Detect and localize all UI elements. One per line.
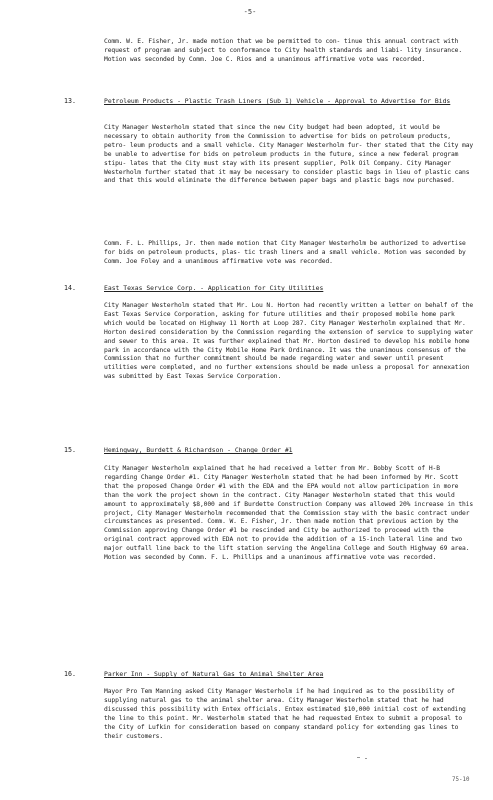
item-heading-14 (104, 284, 476, 293)
item-heading-16-text: Parker Inn - Supply of Natural Gas to Animal Shelter Area (104, 670, 324, 678)
item-heading-13-text: Petroleum Products - Plastic Trash Liners (Sub 1) Vehicle - Approval to Advertise for Bids (104, 97, 451, 105)
paragraph-petroleum-products: City Manager Westerholm stated that since the new City budget had been adopted, it would be necessary to obtain authority from the Commission to advertise for bids on petroleum products, petro- leum products and a small vehicle. City Manager Westerholm fur- ther stated that the City may be unable to advertise for bids on petroleum products in the future, since a new federal program stipu- lates that the City must stay with its present supplier, Polk Oil Company. City Manager Westerholm further stated that it may be necessary to consider plastic bags in lieu of plastic cans and that this would eliminate the difference between paper bags and plastic bags now purchased. (104, 124, 474, 185)
scan-speck (365, 758, 367, 759)
paragraph-east-texas-service: City Manager Westerholm stated that Mr. Lou N. Horton had recently written a letter on behalf of the East Texas Service Corporation, asking for future utilities and their proposed mobile home park which would be located on Highway 11 North at Loop 287. City Manager Westerholm explained that Mr. Horton desired consideration by the Commission regarding the extension of service to supplying water and sewer to this area. It was further explained that Mr. Horton desired to develop his mobile home park in accordance with the City Mobile Home Park Ordinance. It was the unanimous consensus of the Commission that no further commitment should be made regarding water and sewer until present utilities were completed, and no further extensions should be made unless a proposal for annexation was submitted by East Texas Service Corporation. (104, 302, 474, 381)
footer-code: 75-10 (452, 777, 470, 783)
paragraph-fisher-motion: Comm. W. E. Fisher, Jr. made motion that we be permitted to con- tinue this annual contract with request of program and subject to conformance to City health standards and liabi- lity insurance. Motion was seconded by Comm. Joe C. Rios and a unanimous affirmative vote was recorded. (104, 38, 463, 63)
item-number-15: 15. (64, 446, 76, 454)
paragraph-change-order: City Manager Westerholm explained that he had received a letter from Mr. Bobby Scott of H-B regarding Change Order #1. City Manager Westerholm stated that he had been informed by Mr. Scott that the proposed Change Order #1 with the EDA and the EPA would not allow participation in more than the work the project shown in the contract. City Manager Westerholm stated that this would amount to approximately $8,000 and if Burdette Construction Company was allowed 20% increase in this project, City Manager Westerholm recommended that the Commission stay with the basic contract under circumstances as presented. Comm. W. E. Fisher, Jr. then made motion that previous action by the Commission approving Change Order #1 be rescinded and City be authorized to proceed with the original contract approved with EDA not to provide the addition of a 15-inch lateral line and two major outfall line back to the lift station serving the Angelina College and South Highway 69 area. Motion was seconded by Comm. F. L. Phillips and a unanimous affirmative vote was recorded. (104, 465, 474, 562)
item-heading-16 (104, 670, 476, 679)
item-number-13: 13. (64, 97, 76, 105)
item-number-16: 16. (64, 670, 76, 678)
item-heading-15 (104, 446, 476, 455)
item-number-14: 14. (64, 284, 76, 292)
paragraph-natural-gas: Mayor Pro Tem Manning asked City Manager Westerholm if he had inquired as to the possibility of supplying natural gas to the animal shelter area. City Manager Westerholm stated that he had discussed this possibility with Entex officials. Entex estimated $10,000 initial cost of extending the line to this point. Mr. Westerholm stated that he had requested Entex to submit a proposal to the City of Lufkin for consideration based on company standard policy for extending gas lines to their customers. (104, 688, 466, 740)
item-heading-13 (104, 97, 476, 106)
item-heading-15-text: Hemingway, Burdett & Richardson - Change Order #1 (104, 446, 293, 454)
scan-speck (357, 757, 360, 758)
page-number: -5- (243, 8, 257, 16)
paragraph-phillips-motion: Comm. F. L. Phillips, Jr. then made motion that City Manager Westerholm be authorized to advertise for bids on petroleum products, plas- tic trash liners and a small vehicle. Motion was seconded by Comm. Joe Foley and a unanimous affirmative vote was recorded. (104, 240, 466, 265)
item-heading-14-text: East Texas Service Corp. - Application for City Utilities (104, 284, 324, 292)
